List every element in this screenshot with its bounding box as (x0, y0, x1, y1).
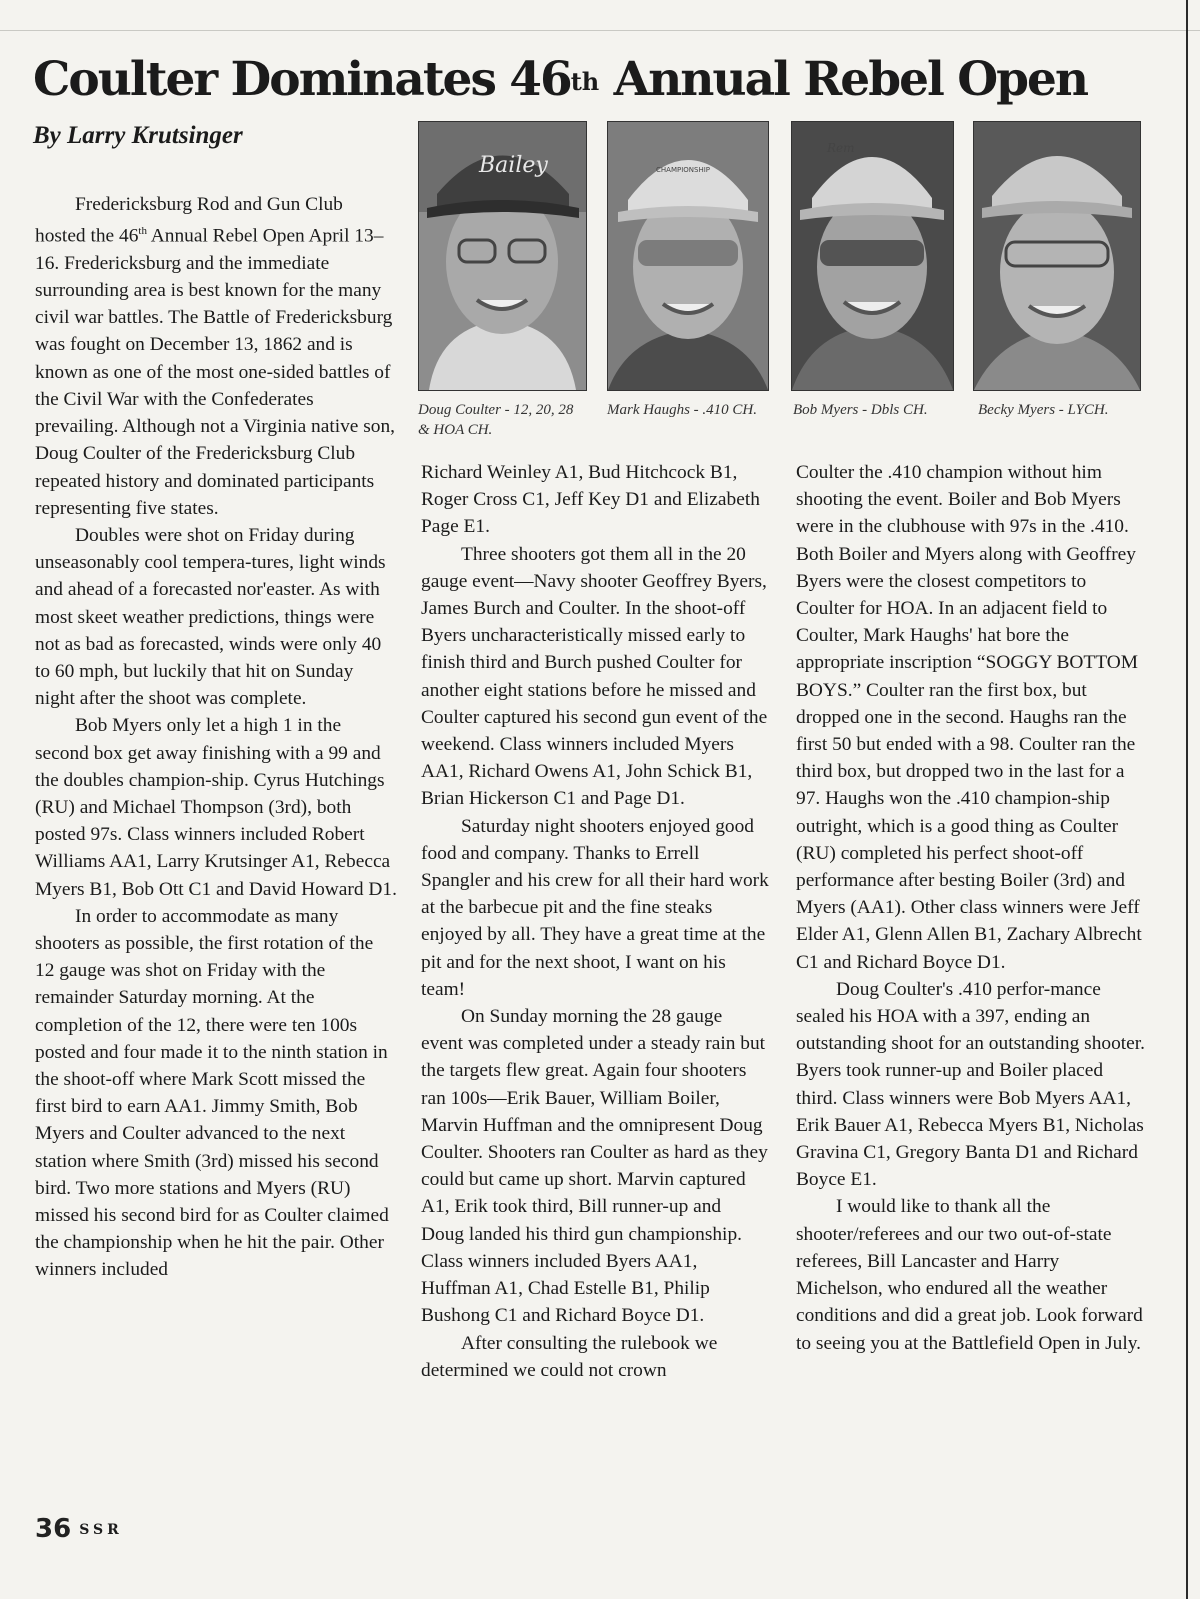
paragraph: After consulting the rulebook we determined we could not crown (421, 1332, 718, 1381)
paragraph: I would like to thank all the shooter/referees and our two out-of-state referees, Bill Lancaster and Harry Michelson, who endured all the weather conditions and did a great job. Look forward to seeing you at the Battlefield Open in July. (796, 1196, 1143, 1354)
byline: By Larry Krutsinger (33, 122, 243, 149)
page-footer (35, 1514, 123, 1544)
page-number: 36 (35, 1514, 72, 1544)
portrait-mark-haughs (608, 122, 768, 390)
photo-becky-myers (973, 121, 1141, 391)
article-column-2 (421, 459, 769, 1384)
top-rule (0, 30, 1200, 31)
caption-doug-coulter: Doug Coulter - 12, 20, 28 & HOA CH. (418, 402, 574, 438)
paragraph: Bob Myers only let a high 1 in the second box get away finishing with a 99 and the doubles champion-ship. Cyrus Hutchings (RU) and Michael Thompson (3rd), both posted 97s. Class winners included Robert Williams AA1, Larry Krutsinger A1, Rebecca Myers B1, Bob Ott C1 and David Howard D1. (35, 715, 397, 900)
magazine-name: SSR (79, 1522, 123, 1538)
photo-doug-coulter (418, 121, 587, 391)
paragraph: In order to accommodate as many shooters as possible, the first rotation of the 12 gauge was shot on Friday with the remainder Saturday morning. At the completion of the 12, there were ten 100s posted and four made it to the ninth station in the shoot-off where Mark Scott missed the first bird to earn AA1. Jimmy Smith, Bob Myers and Coulter advanced to the next station where Smith (3rd) missed his second bird. Two more stations and Myers (RU) missed his second bird for as Coulter claimed the championship when he hit the pair. Other winners included (35, 905, 389, 1281)
caption-bob-myers: Bob Myers - Dbls CH. (793, 402, 928, 418)
caption-becky-myers: Becky Myers - LYCH. (978, 402, 1109, 418)
paragraph: Doubles were shot on Friday during unseasonably cool tempera-tures, light winds and ahead of a forecasted nor'easter. As with most skeet weather predictions, things were not as bad as forecasted, winds were only 40 to 60 mph, but luckily that hit on Sunday night after the shoot was complete. (35, 524, 386, 710)
svg-text:Bailey: Bailey (479, 153, 548, 178)
svg-text:CHAMPIONSHIP: CHAMPIONSHIP (656, 166, 711, 174)
caption-mark-haughs: Mark Haughs - .410 CH. (607, 402, 757, 418)
portrait-becky-myers (974, 122, 1140, 390)
portrait-doug-coulter (419, 122, 586, 390)
paragraph: Richard Weinley A1, Bud Hitchcock B1, Roger Cross C1, Jeff Key D1 and Elizabeth Page E1. (421, 462, 760, 538)
paragraph: Doug Coulter's .410 perfor-mance sealed his HOA with a 397, ending an outstanding shoot for an outstanding shooter. Byers took runner-up and Boiler placed third. Class winners were Bob Myers AA1, Erik Bauer A1, Rebecca Myers B1, Nicholas Gravina C1, Gregory Banta D1 and Richard Boyce E1. (796, 978, 1146, 1191)
paragraph: Fredericksburg Rod and Gun Club hosted the 46th Annual Rebel Open April 13–16. Fredericksburg and the immediate surrounding area is best known for the many civil war battles. The Battle of Fredericksburg was fought on December 13, 1862 and is known as one of the most one-sided battles of the Civil War with the Confederates prevailing. Although not a Virginia native son, Doug Coulter of the Fredericksburg Club repeated history and dominated participants representing five states. (35, 194, 396, 519)
photo-bob-myers (791, 121, 954, 391)
portrait-bob-myers (792, 122, 953, 390)
headline: Coulter Dominates 46th Annual Rebel Open (33, 52, 1088, 107)
article-column-3 (796, 459, 1146, 1357)
article-column-1 (35, 191, 397, 1284)
paragraph: Coulter the .410 champion without him shooting the event. Boiler and Bob Myers were in the clubhouse with 97s in the .410. Both Boiler and Myers along with Geoffrey Byers were the closest competitors to Coulter for HOA. In an adjacent field to Coulter, Mark Haughs' hat bore the appropriate inscription “SOGGY BOTTOM BOYS.” Coulter ran the first box, but dropped one in the second. Haughs ran the first 50 but ended with a 98. Coulter ran the third box, but dropped two in the last for a 97. Haughs won the .410 champion-ship outright, which is a good thing as Coulter (RU) completed his perfect shoot-off performance after besting Boiler (3rd) and Myers (AA1). Other class winners were Jeff Elder A1, Glenn Allen B1, Zachary Albrecht C1 and Richard Boyce D1. (796, 462, 1142, 973)
paragraph: On Sunday morning the 28 gauge event was completed under a steady rain but the targets flew great. Again four shooters ran 100s—Erik Bauer, William Boiler, Marvin Huffman and the omnipresent Doug Coulter. Shooters ran Coulter as hard as they could but came up short. Marvin captured A1, Erik took third, Bill runner-up and Doug landed his third gun championship. Class winners included Byers AA1, Huffman A1, Chad Estelle B1, Philip Bushong C1 and Richard Boyce D1. (421, 1006, 768, 1327)
photo-mark-haughs (607, 121, 769, 391)
paragraph: Saturday night shooters enjoyed good food and company. Thanks to Errell Spangler and his crew for all their hard work at the barbecue pit and the fine steaks enjoyed by all. They have a great time at the pit and for the next shoot, I want on his team! (421, 815, 769, 1000)
svg-text:Rem: Rem (827, 141, 855, 155)
paragraph: Three shooters got them all in the 20 gauge event—Navy shooter Geoffrey Byers, James Burch and Coulter. In the shoot-off Byers uncharacteristically missed early to finish third and Burch pushed Coulter for another eight stations before he missed and Coulter captured his second gun event of the weekend. Class winners included Myers AA1, Richard Owens A1, John Schick B1, Brian Hickerson C1 and Page D1. (421, 543, 768, 810)
page-edge-rule (1186, 0, 1188, 1599)
